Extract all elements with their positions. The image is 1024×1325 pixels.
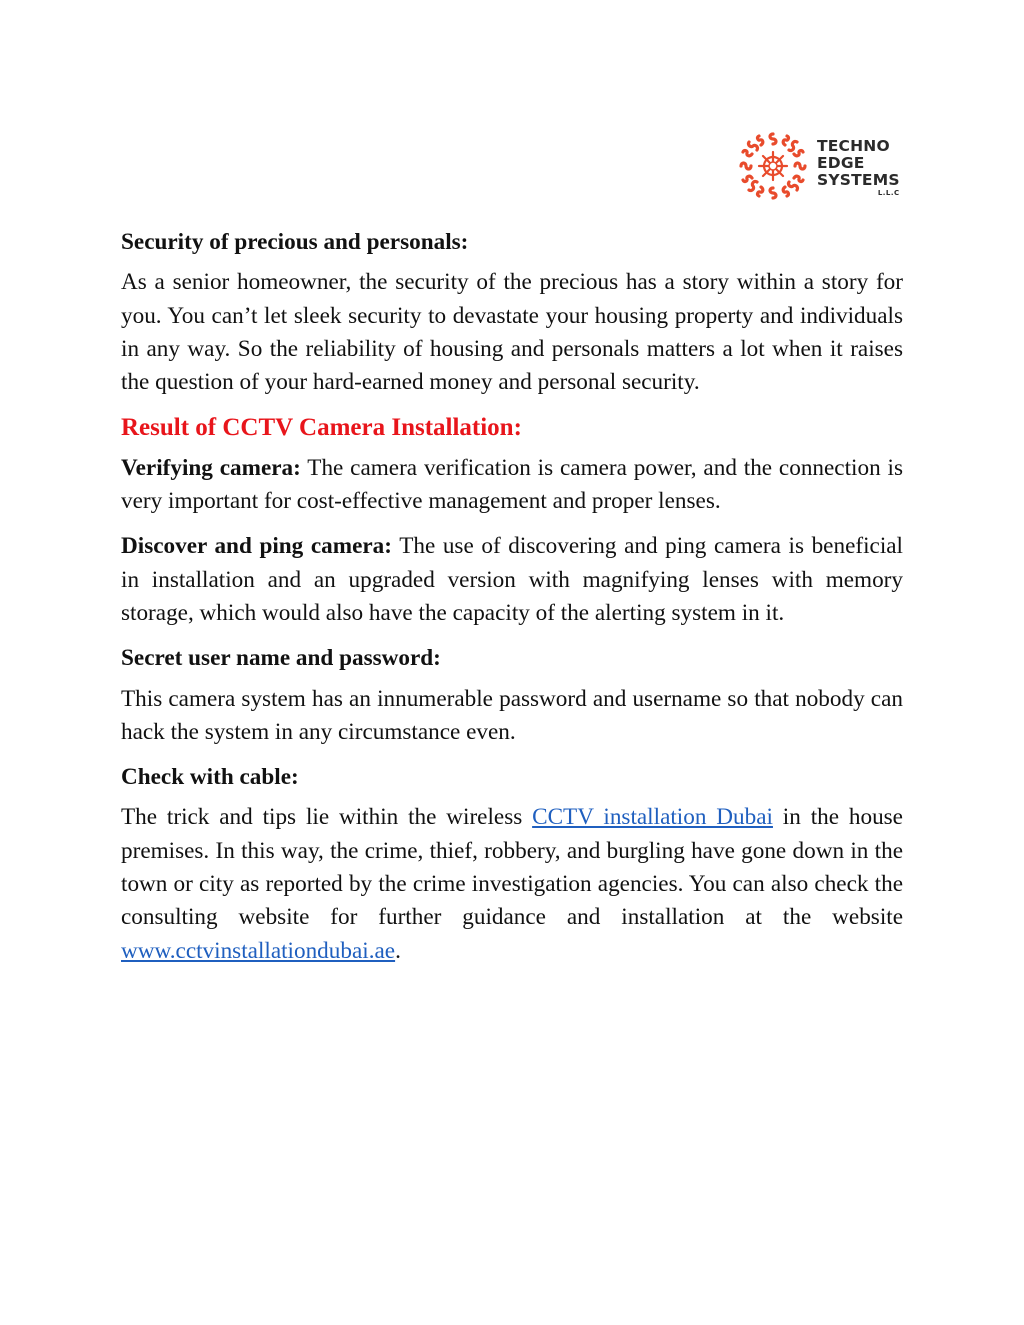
heading-result-cctv: Result of CCTV Camera Installation: (121, 414, 522, 442)
text-check-cable-2: in the house premises. In this way, the crime, thief, robbery, and burgling have gone down in the town or city as reported by the crime investigation agencies. You can also check the consulting website for further guidance and installation at the website (121, 804, 903, 931)
heading-security-precious: Security of precious and personals: (121, 229, 469, 255)
logo-line-systems: SYSTEMS (817, 171, 900, 189)
logo-line-edge: EDGE (817, 154, 865, 172)
paragraph-secret-user: This camera system has an innumerable password and username so that nobody can hack the system in any circumstance even. (121, 685, 903, 745)
logo-line-llc: L.L.C (877, 189, 900, 197)
heading-secret-user: Secret user name and password: (121, 645, 441, 672)
company-logo (737, 130, 907, 202)
label-verifying-camera: Verifying camera: (121, 454, 301, 481)
logo-mark-icon (737, 130, 809, 202)
heading-check-cable: Check with cable: (121, 764, 299, 791)
label-discover-ping: Discover and ping camera: (121, 533, 392, 560)
paragraph-security-precious: As a senior homeowner, the security of the precious has a story within a story for you. You can’t let sleek security to devastate your housing property and individuals in any way. So the reliability of housing and personals matters a lot when it raises the question of your hard-earned money and personal security. (121, 269, 903, 396)
paragraph-verifying-camera (121, 452, 903, 519)
text-check-cable-1: The trick and tips lie within the wireless (121, 804, 533, 831)
paragraph-discover-ping (121, 530, 903, 630)
link-website[interactable]: www.cctvinstallationdubai.ae (121, 937, 396, 964)
paragraph-check-cable (121, 801, 903, 967)
text-discover-ping: The use of discovering and ping camera is beneficial in installation and an upgraded version with magnifying lenses with memory storage, which would also have the capacity of the alerting system in it. (121, 533, 903, 626)
logo-wordmark (817, 138, 900, 198)
link-cctv-installation-dubai[interactable]: CCTV installation Dubai (532, 804, 773, 831)
document-body (121, 226, 903, 968)
text-check-cable-3: . (395, 937, 401, 964)
text-verifying-camera: The camera verification is camera power, and the connection is very important for cost-effective management and proper lenses. (121, 454, 903, 515)
logo-line-techno: TECHNO (817, 137, 890, 155)
